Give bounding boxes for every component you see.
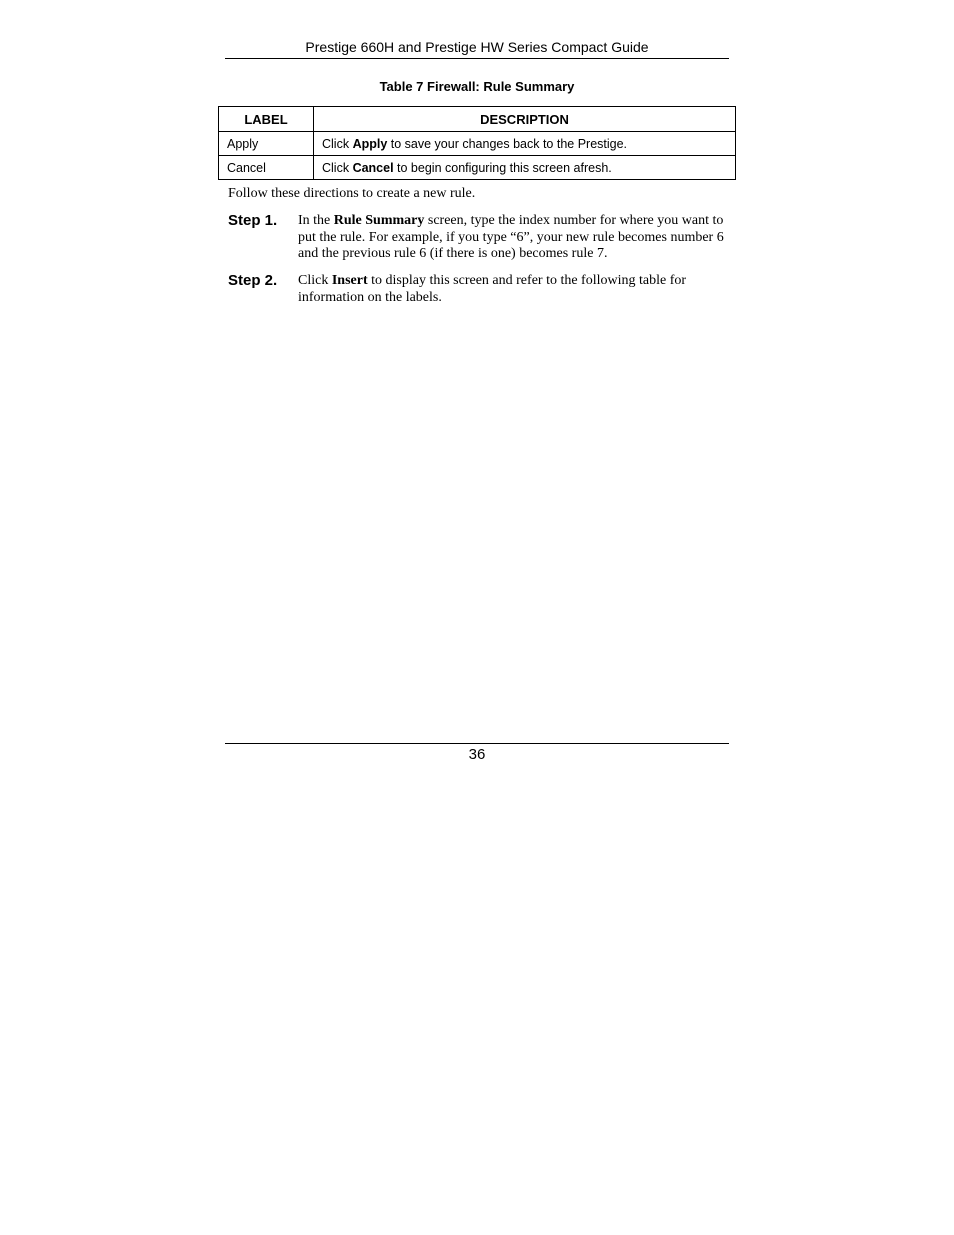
running-header: Prestige 660H and Prestige HW Series Compact Guide bbox=[225, 39, 729, 59]
desc-bold-term: Cancel bbox=[352, 160, 394, 175]
step-text bbox=[298, 213, 728, 263]
column-header-description: DESCRIPTION bbox=[314, 107, 736, 132]
rule-summary-table bbox=[218, 106, 736, 180]
step-label: Step 1. bbox=[228, 212, 278, 229]
step-text-part: In the bbox=[298, 213, 334, 228]
table-header-row bbox=[219, 107, 736, 132]
desc-text: to begin configuring this screen afresh. bbox=[393, 160, 612, 175]
page-number: 36 bbox=[468, 746, 486, 763]
row-description bbox=[314, 156, 736, 180]
desc-text: Click bbox=[322, 136, 353, 151]
step-label: Step 2. bbox=[228, 272, 278, 289]
step-text bbox=[298, 273, 728, 306]
row-label: Apply bbox=[219, 132, 314, 156]
step-text-part: screen, type the index number for where you want to put the rule. For example, if you type “6”, your new rule becomes number 6 and the previous rule 6 (if there is one) becomes rule 7. bbox=[298, 213, 724, 261]
desc-text: Click bbox=[322, 160, 353, 175]
step-bold-term: Insert bbox=[331, 273, 368, 288]
table-row bbox=[219, 132, 736, 156]
step-text-part: to display this screen and refer to the following table for information on the labels. bbox=[298, 273, 687, 305]
step-text-part: Click bbox=[298, 273, 332, 288]
row-label: Cancel bbox=[219, 156, 314, 180]
desc-bold-term: Apply bbox=[352, 136, 388, 151]
table-row bbox=[219, 156, 736, 180]
row-description bbox=[314, 132, 736, 156]
column-header-label: LABEL bbox=[219, 107, 314, 132]
intro-paragraph: Follow these directions to create a new rule. bbox=[228, 186, 476, 201]
table-caption: Table 7 Firewall: Rule Summary bbox=[379, 79, 575, 94]
footer-divider bbox=[225, 743, 729, 744]
desc-text: to save your changes back to the Prestige. bbox=[387, 136, 628, 151]
step-bold-term: Rule Summary bbox=[333, 213, 425, 228]
